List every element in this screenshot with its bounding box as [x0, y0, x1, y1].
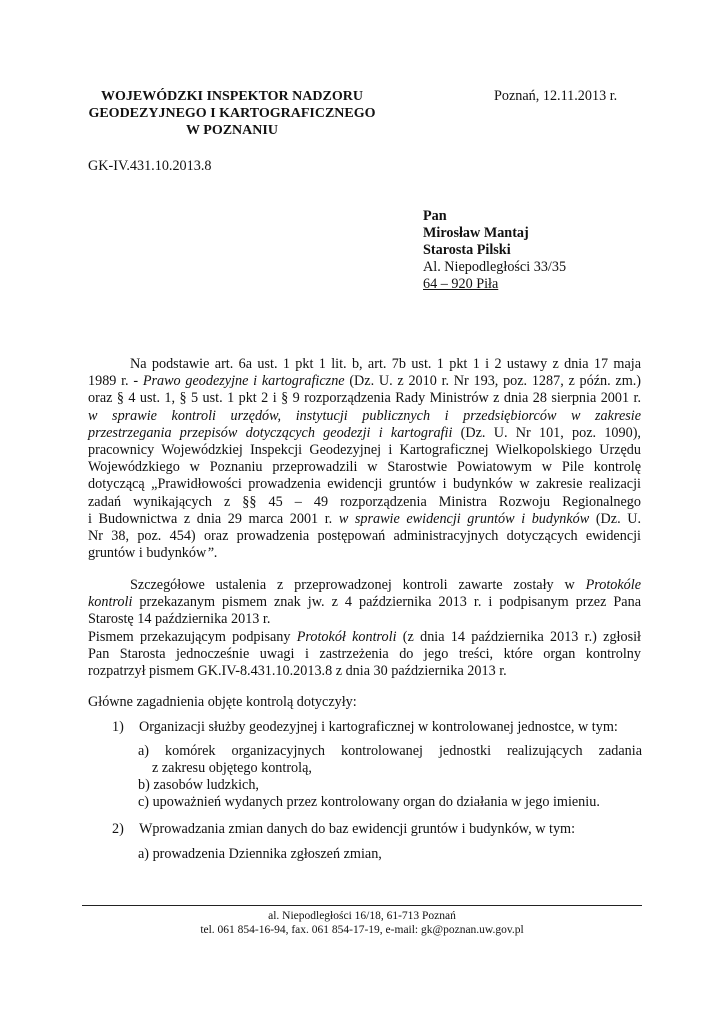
paragraph-main-topics [88, 694, 641, 711]
place-date: Poznań, 12.11.2013 r. [494, 88, 618, 104]
list-number: 1) [112, 719, 124, 735]
paragraph-protocol [88, 577, 641, 680]
list-number: 2) [112, 821, 124, 837]
p1-line: Wojewódzkiego w Poznaniu przeprowadzili w Starostwie Powiatowym w Pile kontrolę [88, 459, 641, 476]
p2-line: Pismem przekazującym podpisany Protokół kontroli (z dnia 14 października 2013 r.) zgłosił [88, 628, 641, 645]
p1-line: Na podstawie art. 6a ust. 1 pkt 1 lit. b, art. 7b ust. 1 pkt 1 i 2 ustawy z dnia 17 maja [130, 356, 641, 372]
p1-line: i Budownictwa z dnia 29 marca 2001 r. w sprawie ewidencji gruntów i budynków (Dz. U. [88, 510, 641, 527]
p1-line: oraz § 4 ust. 1, § 5 ust. 1 pkt 2 i § 9 rozporządzenia Rady Ministrów z dnia 28 sierpnia 2001 r. [88, 390, 641, 407]
paragraph-legal-basis [88, 356, 641, 562]
recipient-title: Starosta Pilski [423, 242, 511, 258]
footer-contact: tel. 061 854-16-94, fax. 061 854-17-19, e-mail: gk@poznan.uw.gov.pl [200, 924, 524, 936]
footer-address: al. Niepodległości 16/18, 61-713 Poznań [268, 910, 456, 922]
p2-line: Pan Starosta jednocześnie uwagi i zastrzeżenia do jego treści, które organ kontrolny [88, 645, 641, 662]
list-item: Wprowadzania zmian danych do baz ewidencji gruntów i budynków, w tym: [139, 821, 576, 837]
p1-line: pracownicy Wojewódzkiej Inspekcji Geodezyjnej i Kartograficznej Wielkopolskiego Urzędu [88, 442, 641, 459]
p3-line: Główne zagadnienia objęte kontrolą dotyczyły: [88, 694, 357, 710]
authority-line-3: W POZNANIU [186, 123, 278, 138]
p1-line: Nr 38, poz. 454) oraz prowadzenia postępowań administracyjnych dotyczących ewidencji [88, 528, 641, 545]
p1-line: dotyczącą „Prawidłowości prowadzenia ewidencji gruntów i budynków w zakresie realizacji [88, 476, 641, 493]
authority-header [72, 88, 392, 139]
reference-number: GK-IV.431.10.2013.8 [88, 158, 212, 174]
p2-line: rozpatrzył pismem GK.IV-8.431.10.2013.8 z dnia 30 października 2013 r. [88, 663, 507, 680]
recipient-city: 64 – 920 Piła [423, 276, 499, 292]
p1-line: gruntów i budynków”. [88, 545, 218, 562]
list-item: Organizacji służby geodezyjnej i kartograficznej w kontrolowanej jednostce, w tym: [139, 719, 618, 735]
footer-divider [82, 905, 642, 906]
recipient-name: Mirosław Mantaj [423, 225, 529, 241]
p1-line: w sprawie kontroli urzędów, instytucji publicznych i przedsiębiorców w zakresie [88, 407, 641, 424]
recipient-address [423, 208, 566, 293]
p2-line: kontroli przekazanym pismem znak jw. z 4 października 2013 r. i podpisanym przez Pana [88, 594, 641, 611]
p1-line: 1989 r. - Prawo geodezyjne i kartograficzne (Dz. U. z 2010 r. Nr 193, poz. 1287, z późn. zm.) [88, 373, 642, 390]
law-title: Prawo geodezyjne i kartograficzne [142, 373, 345, 390]
recipient-street: Al. Niepodległości 33/35 [423, 259, 567, 275]
sublist-item-b: b) zasobów ludzkich, [138, 777, 259, 793]
p1-line: zadań wynikających z §§ 45 – 49 rozporządzenia Ministra Rozwoju Regionalnego [88, 493, 641, 510]
p1-line: przestrzegania przepisów dotyczących geodezji i kartografii (Dz. U. Nr 101, poz. 1090), [88, 424, 641, 441]
recipient-salutation: Pan [423, 208, 447, 224]
sublist-item-c: c) upoważnień wydanych przez kontrolowany organ do działania w jego imieniu. [138, 794, 600, 810]
sublist-item-a: a) komórek organizacyjnych kontrolowanej jednostki realizujących zadania z zakresu objętego kontrolą, [138, 743, 642, 777]
p2-line: Szczegółowe ustalenia z przeprowadzonej kontroli zawarte zostały w Protokóle [130, 577, 641, 593]
sublist-item-a: a) prowadzenia Dziennika zgłoszeń zmian, [138, 846, 382, 862]
authority-line-2: GEODEZYJNEGO I KARTOGRAFICZNEGO [88, 106, 376, 121]
p2-line: Starostę 14 października 2013 r. [88, 611, 271, 628]
authority-line-1: WOJEWÓDZKI INSPEKTOR NADZORU [101, 89, 363, 104]
